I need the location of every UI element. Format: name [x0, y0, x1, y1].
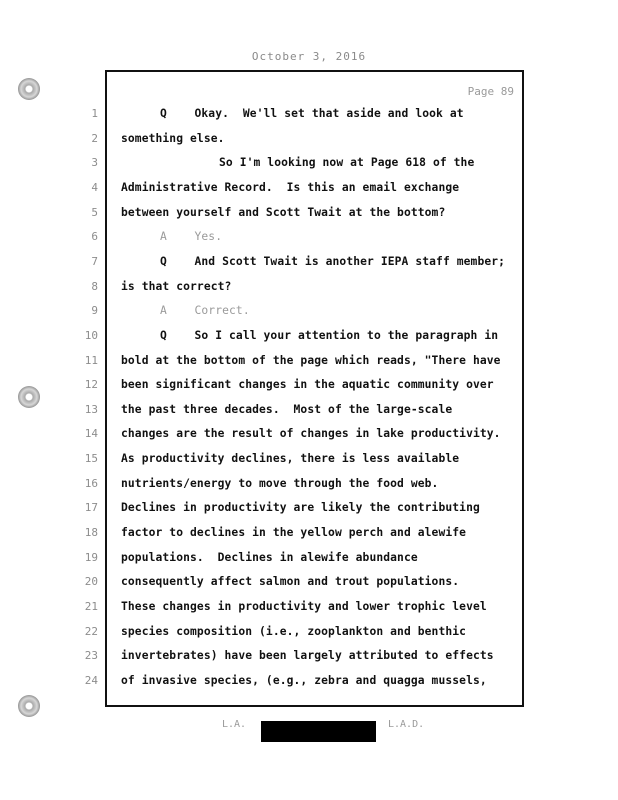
line-number: 12: [84, 378, 98, 392]
line-number: 16: [84, 476, 98, 490]
transcript-line: [0, 477, 618, 501]
footer-left-text: L.A.: [222, 719, 247, 730]
line-number: 22: [84, 624, 98, 638]
transcript-line: [0, 600, 618, 624]
line-text: Declines in productivity are likely the contributing: [121, 501, 480, 515]
transcript-line: [0, 452, 618, 476]
transcript-line: [0, 354, 618, 378]
line-text: been significant changes in the aquatic community over: [121, 378, 494, 392]
line-text: Q Okay. We'll set that aside and look at: [160, 107, 464, 120]
redaction-block: [261, 721, 376, 742]
line-number: 4: [91, 180, 98, 194]
line-text: Q And Scott Twait is another IEPA staff member;: [160, 254, 506, 268]
transcript-line: [0, 255, 618, 279]
transcript-line: [0, 427, 618, 451]
transcript-line: [0, 181, 618, 205]
line-number: 1: [91, 107, 98, 120]
line-text: between yourself and Scott Twait at the bottom?: [121, 205, 446, 219]
hole-punch-icon: [18, 695, 40, 717]
footer-right-text: L.A.D.: [388, 719, 425, 730]
transcript-line: [0, 132, 618, 156]
line-text: of invasive species, (e.g., zebra and quagga mussels,: [121, 673, 487, 687]
header-date: October 3, 2016: [251, 50, 367, 63]
line-number: 10: [84, 328, 98, 342]
line-number: 3: [91, 156, 98, 170]
line-number: 5: [91, 205, 98, 219]
transcript-line: [0, 329, 618, 353]
line-text: species composition (i.e., zooplankton and benthic: [121, 624, 467, 638]
line-number: 17: [84, 501, 98, 515]
transcript-line: [0, 526, 618, 550]
transcript-line: [0, 280, 618, 304]
transcript-line: [0, 206, 618, 230]
line-text: Q So I call your attention to the paragraph in: [160, 328, 499, 342]
line-number: 2: [91, 131, 98, 145]
line-number: 19: [84, 550, 98, 564]
line-text: populations. Declines in alewife abundance: [121, 550, 418, 564]
line-text: the past three decades. Most of the large-scale: [121, 402, 453, 416]
line-number: 7: [91, 254, 98, 268]
line-text: These changes in productivity and lower trophic level: [121, 600, 487, 613]
line-text: factor to declines in the yellow perch and alewife: [121, 526, 467, 539]
transcript-line: [0, 674, 618, 698]
line-number: 13: [84, 402, 98, 416]
transcript-line: [0, 156, 618, 180]
line-text: As productivity declines, there is less available: [121, 452, 460, 466]
line-text: A Yes.: [160, 230, 223, 244]
line-text: Administrative Record. Is this an email exchange: [121, 180, 460, 194]
line-text: changes are the result of changes in lake productivity.: [121, 427, 501, 441]
line-text: consequently affect salmon and trout populations.: [121, 575, 460, 589]
line-text: So I'm looking now at Page 618 of the: [219, 156, 475, 170]
line-number: 15: [84, 452, 98, 466]
line-number: 23: [84, 649, 98, 663]
transcript-line: [0, 649, 618, 673]
line-number: 8: [91, 279, 98, 293]
line-number: 11: [84, 353, 98, 367]
line-number: 21: [84, 600, 98, 613]
transcript-line: [0, 625, 618, 649]
line-number: 18: [84, 526, 98, 539]
line-number: 9: [91, 304, 98, 318]
transcript-line: [0, 378, 618, 402]
line-number: 14: [84, 427, 98, 441]
line-number: 6: [91, 230, 98, 244]
hole-punch-icon: [18, 78, 40, 100]
transcript-line: [0, 551, 618, 575]
line-text: something else.: [121, 131, 225, 145]
line-number: 24: [84, 673, 98, 687]
transcript-line: [0, 230, 618, 254]
line-text: is that correct?: [121, 279, 232, 293]
page-number: Page 89: [467, 85, 514, 98]
transcript-line: [0, 575, 618, 599]
transcript-line: [0, 501, 618, 525]
transcript-line: [0, 107, 618, 131]
line-text: A Correct.: [160, 304, 250, 318]
transcript-line: [0, 403, 618, 427]
transcript-line: [0, 304, 618, 328]
line-text: invertebrates) have been largely attributed to effects: [121, 649, 494, 663]
line-text: bold at the bottom of the page which reads, "There have: [121, 353, 501, 367]
line-text: nutrients/energy to move through the food web.: [121, 476, 439, 490]
line-number: 20: [84, 575, 98, 589]
